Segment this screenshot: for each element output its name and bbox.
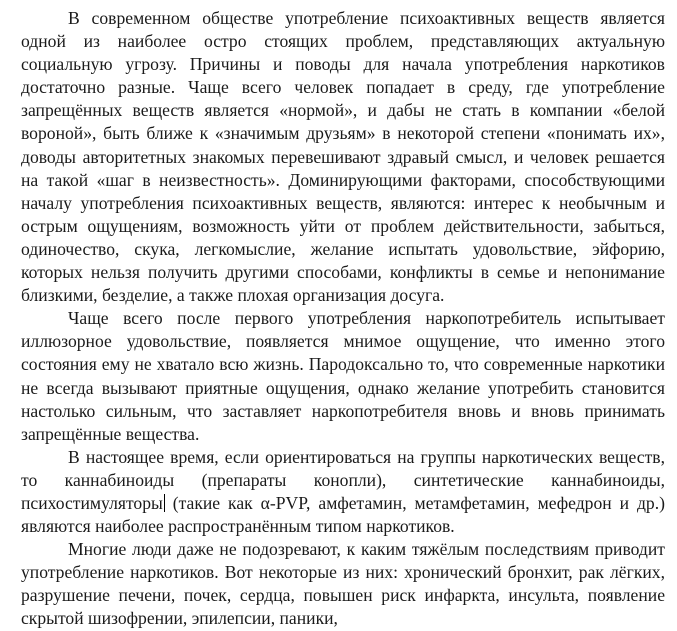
paragraph-2[interactable]: Чаще всего после первого употребления наркопотребитель испытывает иллюзорное удовольствие, появляется мнимое ощущение, что именно этого состояния ему не хватало всю жизнь. Пародоксально то, что современные наркотики не всегда вызывают приятные ощущения, однако желание употребить становится настолько сильным, что заставляет наркопотребителя вновь и вновь принимать запрещённые вещества. [21,308,665,444]
paragraph-3[interactable] [21,446,665,538]
paragraph-3-text-before-caret: В настоящее время, если ориентироваться на группы наркотических веществ, то каннабиноиды (препараты конопли), синтетические каннабиноиды, психостимуляторы [21,446,665,513]
document-body[interactable] [21,7,665,631]
paragraph-3-text-after-caret: (такие как α-PVP, амфетамин, метамфетамин, мефедрон и др.) являются наиболее распространённым типом наркотиков. [21,492,665,537]
paragraph-1[interactable]: В современном обществе употребление психоактивных веществ является одной из наиболее остро стоящих проблем, представляющих актуальную социальную угрозу. Причины и поводы для начала употребления наркотиков достаточно разные. Чаще всего человек попадает в среду, где употребление запрещённых веществ является «нормой», и дабы не стать в компании «белой вороной», быть ближе к «значимым друзьям» в некоторой степени «понимать их», доводы авторитетных знакомых перевешивают здравый смысл, и человек решается на такой «шаг в неизвестность». Доминирующими факторами, способствующими началу употребления психоактивных веществ, являются: интерес к необычным и острым ощущениям, возможность уйти от проблем действительности, забыться, одиночество, скука, легкомыслие, желание испытать удовольствие, эйфорию, которых нельзя получить другими способами, конфликты в семье и непонимание близкими, безделие, а также плохая организация досуга. [21,8,665,306]
paragraph-4[interactable]: Многие люди даже не подозревают, к каким тяжёлым последствиям приводит употребление наркотиков. Вот некоторые из них: хронический бронхит, рак лёгких, разрушение печени, почек, сердца, повышен риск инфаркта, инсульта, появление скрытой шизофрении, эпилепсии, паники, [21,539,665,629]
